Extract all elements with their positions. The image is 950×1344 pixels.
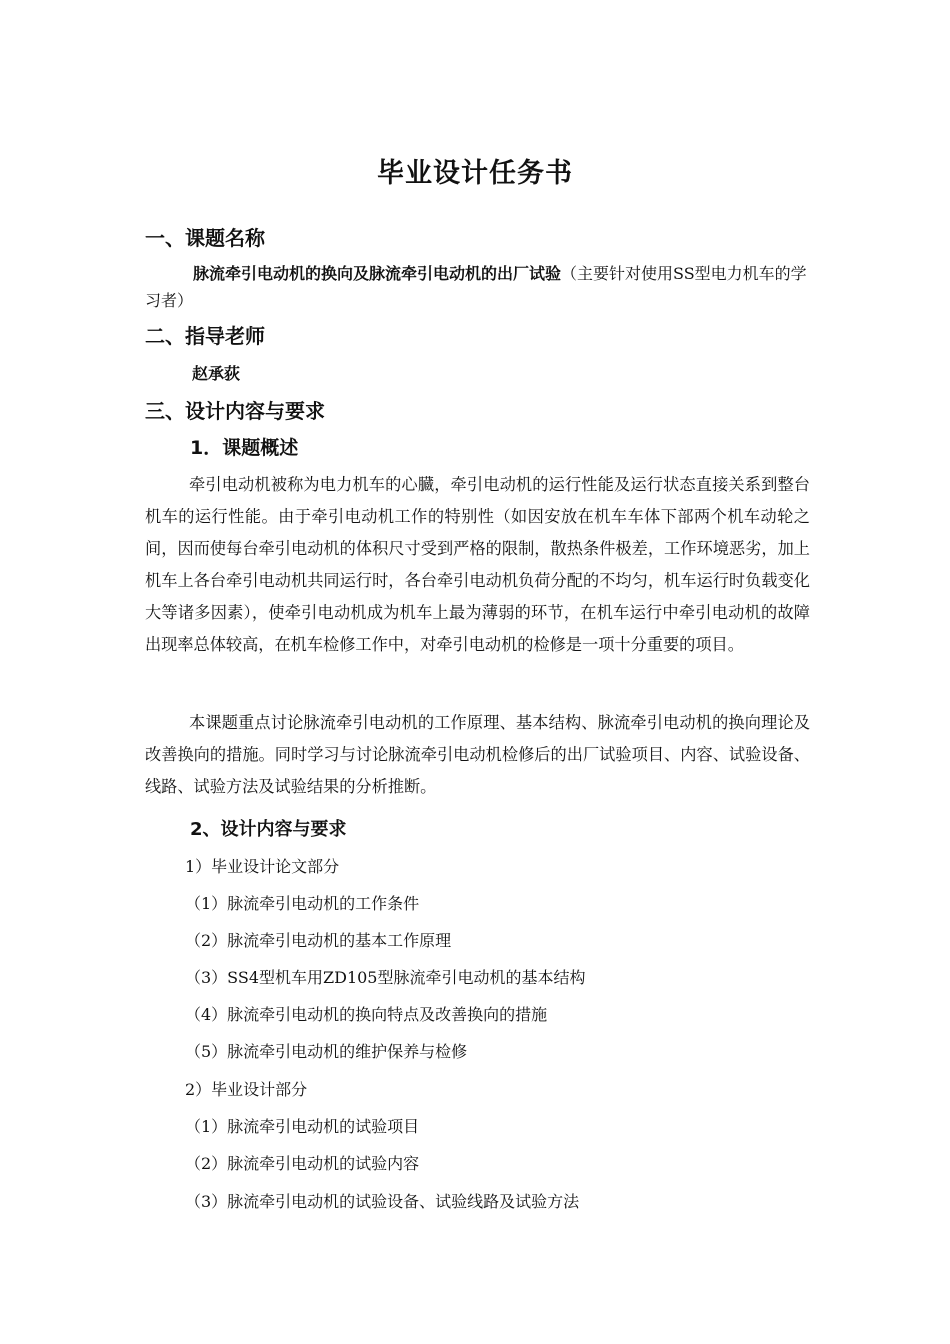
page-title: 毕业设计任务书 — [377, 158, 573, 189]
list-item: （5）脉流牵引电动机的维护保养与检修 — [185, 1042, 468, 1061]
list-item: （3）脉流牵引电动机的试验设备、试验线路及试验方法 — [185, 1192, 580, 1211]
paragraph-overview: 牵引电动机被称为电力机车的心臓，牵引电动机的运行性能及运行状态直接关系到整台机车的运行性能。由于牵引电动机工作的特别性（如因安放在机车车体下部两个机车动轮之间，因而使每台牵引电动机的体积尺寸受到严格的限制，散热条件极差，工作环境恶劣，加上机车上各台牵引电动机共同运行时，各台牵引电动机负荷分配的不均匀，机车运行时负载变化大等诸多因素），使牵引电动机成为机车上最为薄弱的环节，在机车运行中牵引电动机的故障出现率总体较高，在机车检修工作中，对牵引电动机的检修是一项十分重要的项目。 — [145, 475, 810, 654]
list-item: 1）毕业设计论文部分 — [185, 857, 340, 876]
list-item: 2）毕业设计部分 — [185, 1080, 308, 1099]
list-item: （4）脉流牵引电动机的换向特点及改善换向的措施 — [185, 1005, 548, 1024]
topic-name: 脉流牵引电动机的换向及脉流牵引电动机的出厂试验 — [193, 264, 562, 283]
list-item: （2）脉流牵引电动机的试验内容 — [185, 1154, 420, 1173]
list-item: （1）脉流牵引电动机的试验项目 — [185, 1117, 420, 1136]
advisor-name: 赵承荻 — [192, 364, 241, 383]
section-heading-advisor: 二、指导老师 — [145, 324, 265, 348]
subsection-heading-requirements: 2、设计内容与要求 — [190, 819, 347, 840]
list-item: （3）SS4型机车用ZD105型脉流牵引电动机的基本结构 — [185, 968, 586, 987]
topic-note: （主要针对使用SS型电力机车的学习者） — [145, 264, 807, 310]
subsection-heading-overview: 1．课题概述 — [190, 437, 299, 459]
topic-text — [145, 260, 810, 314]
section-heading-design-content: 三、设计内容与要求 — [145, 399, 325, 423]
list-item: （1）脉流牵引电动机的工作条件 — [185, 894, 420, 913]
list-item: （2）脉流牵引电动机的基本工作原理 — [185, 931, 452, 950]
paragraph-focus: 本课题重点讨论脉流牵引电动机的工作原理、基本结构、脉流牵引电动机的换向理论及改善换向的措施。同时学习与讨论脉流牵引电动机检修后的出厂试验项目、内容、试验设备、线路、试验方法及试验结果的分析推断。 — [145, 713, 810, 796]
section-heading-topic-name: 一、课题名称 — [145, 226, 265, 250]
